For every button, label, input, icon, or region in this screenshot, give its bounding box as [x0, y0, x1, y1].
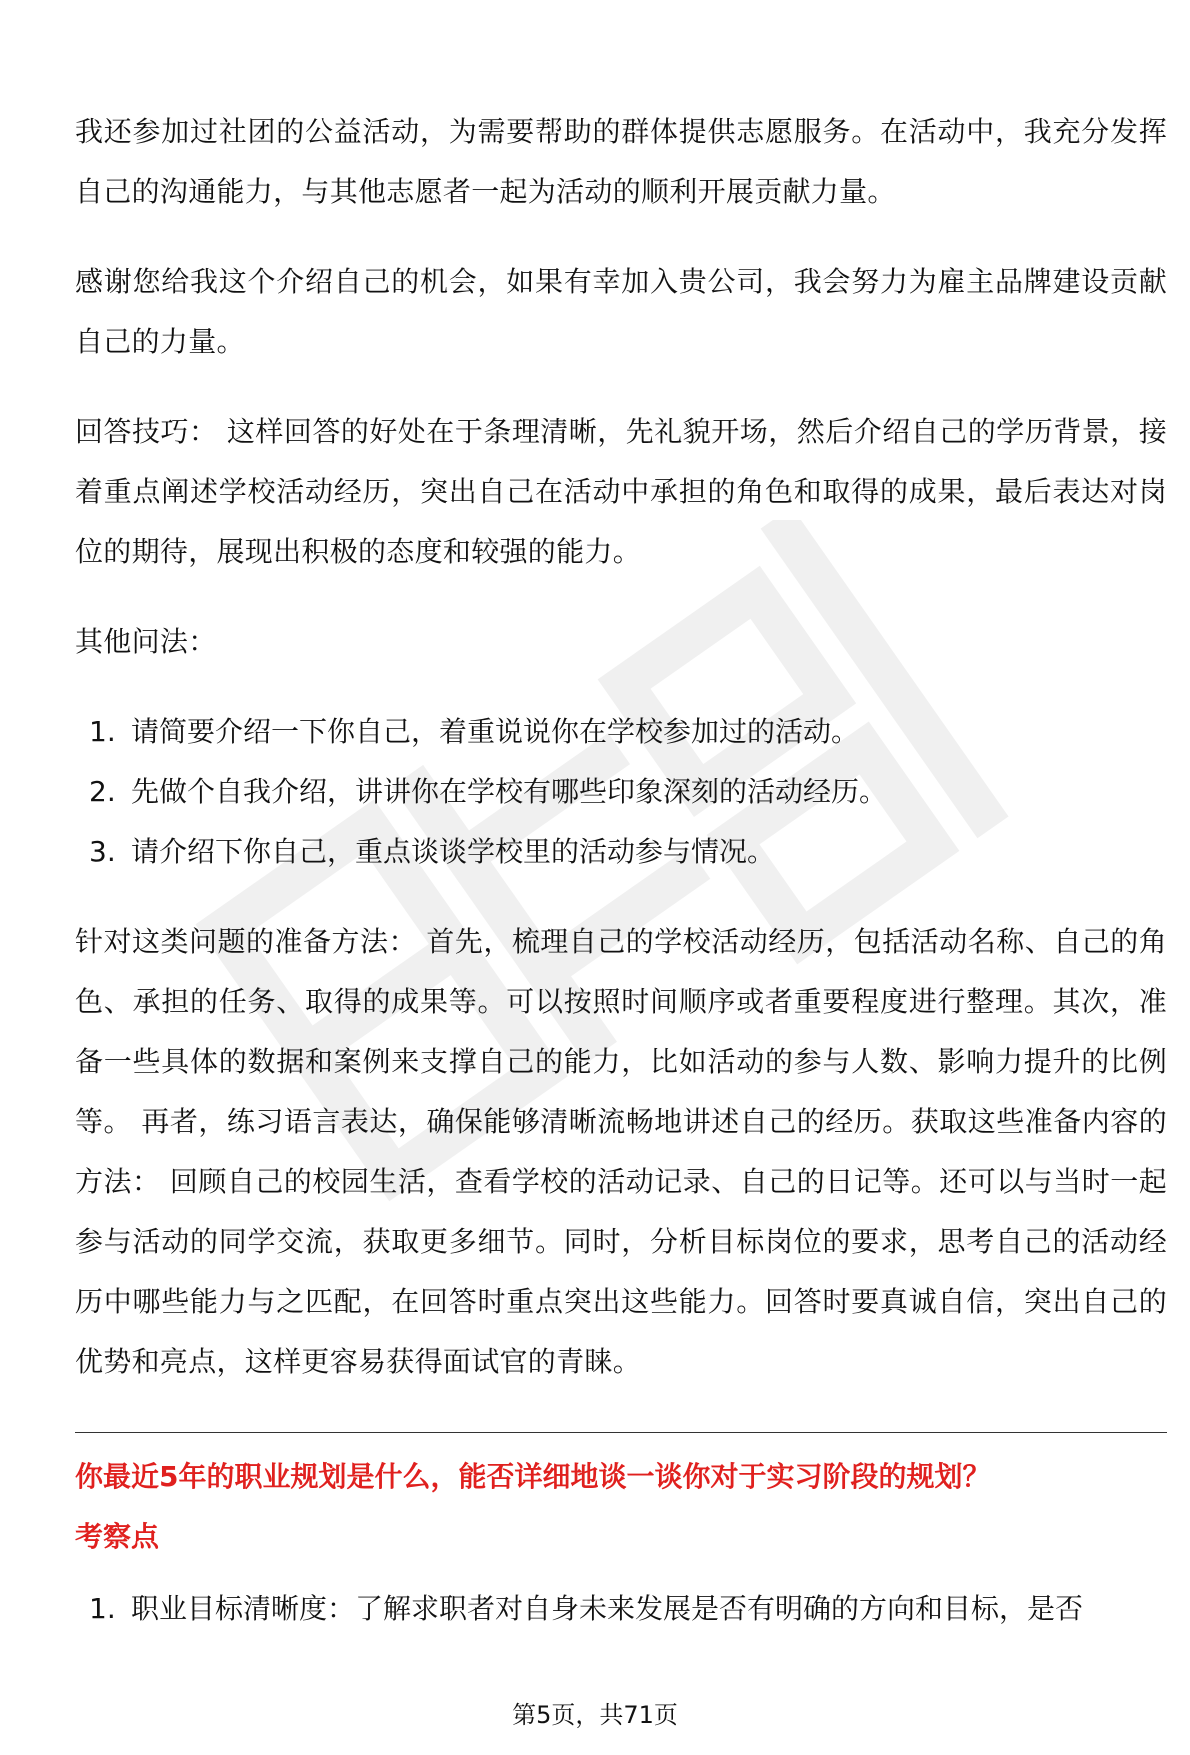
list-item: 2. 先做个自我介绍，讲讲你在学校有哪些印象深刻的活动经历。	[89, 775, 888, 808]
question-title: 你最近5年的职业规划是什么，能否详细地谈一谈你对于实习阶段的规划？	[75, 1460, 991, 1493]
list-item: 1. 职业目标清晰度：了解求职者对自身未来发展是否有明确的方向和目标，是否	[89, 1592, 1084, 1625]
other-questions-list	[75, 702, 1167, 882]
page-footer: 第5页，共71页	[512, 1701, 678, 1729]
section-divider	[75, 1432, 1167, 1433]
paragraph-preparation: 针对这类问题的准备方法： 首先，梳理自己的学校活动经历，包括活动名称、自己的角色、承担的任务、取得的成果等。可以按照时间顺序或者重要程度进行整理。其次，准备一些具体的数据和案例来支撑自己的能力，比如活动的参与人数、影响力提升的比例等。 再者，练习语言表达，确保能够清晰流畅地讲述自己的经历。获取这些准备内容的方法： 回顾自己的校园生活，查看学校的活动记录、自己的日记等。还可以与当时一起参与活动的同学交流，获取更多细节。同时，分析目标岗位的要求，思考自己的活动经历中哪些能力与之匹配，在回答时重点突出这些能力。回答时要真诚自信，突出自己的优势和亮点，这样更容易获得面试官的青睐。	[75, 925, 1167, 1378]
list-item: 3. 请介绍下你自己，重点谈谈学校里的活动参与情况。	[89, 835, 776, 868]
paragraph-answer-tips: 回答技巧： 这样回答的好处在于条理清晰，先礼貌开场，然后介绍自己的学历背景，接着重点阐述学校活动经历，突出自己在活动中承担的角色和取得的成果，最后表达对岗位的期待，展现出积极的态度和较强的能力。	[75, 415, 1167, 568]
paragraph-thanks: 感谢您给我这个介绍自己的机会，如果有幸加入贵公司，我会努力为雇主品牌建设贡献自己的力量。	[75, 265, 1167, 358]
paragraph-volunteer: 我还参加过社团的公益活动，为需要帮助的群体提供志愿服务。在活动中，我充分发挥自己的沟通能力，与其他志愿者一起为活动的顺利开展贡献力量。	[75, 115, 1167, 208]
document-body	[75, 102, 1167, 1669]
assessment-points-list	[75, 1579, 1167, 1639]
paragraph-other-questions-heading: 其他问法：	[75, 625, 217, 658]
list-item: 1. 请简要介绍一下你自己，着重说说你在学校参加过的活动。	[89, 715, 860, 748]
question-subtitle: 考察点	[75, 1520, 160, 1553]
